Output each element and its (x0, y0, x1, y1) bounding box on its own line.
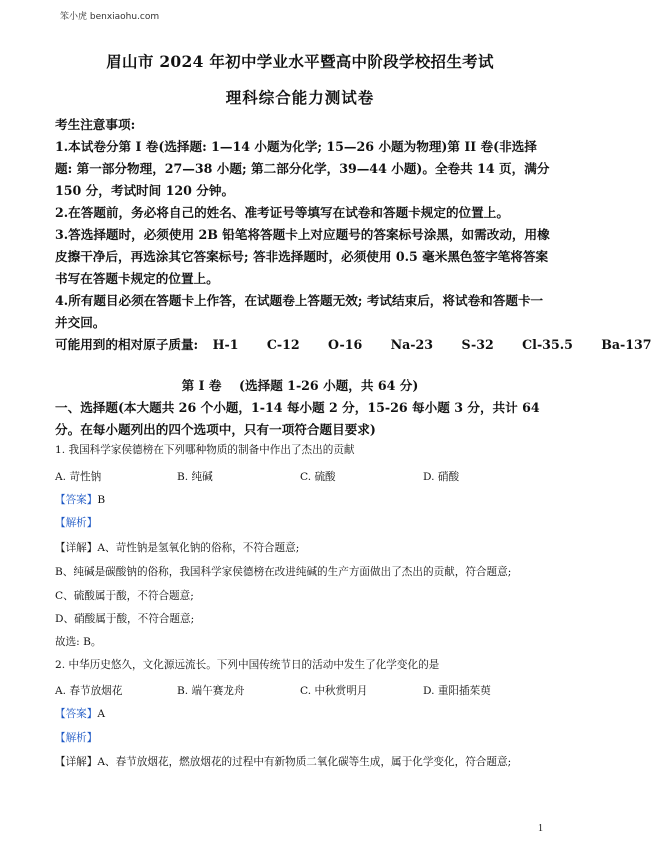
q1-conclusion: 故选: B。 (55, 636, 102, 648)
q1-detail-tag: 【详解】 (55, 542, 98, 554)
q1-option-c: C. 硫酸 (300, 471, 336, 483)
atomic-mass-h: H-1 (212, 337, 239, 352)
q1-detail-4: D、硝酸属于酸，不符合题意; (55, 613, 195, 625)
q1-option-d: D. 硝酸 (423, 471, 460, 483)
q2-option-d: D. 重阳插茱萸 (423, 685, 491, 697)
notice-heading: 考生注意事项: (55, 117, 136, 132)
question-1-stem: 1. 我国科学家侯德榜在下列哪种物质的制备中作出了杰出的贡献 (55, 444, 355, 456)
exam-subtitle: 理科综合能力测试卷 (225, 88, 375, 107)
question-2-options (55, 683, 550, 698)
question-1-options (55, 469, 550, 484)
atomic-mass-na: Na-23 (390, 337, 434, 352)
part-title: 第 I 卷 (选择题 1-26 小题，共 64 分) (181, 378, 419, 393)
atomic-masses (55, 334, 652, 356)
q2-detail-1 (55, 754, 555, 769)
q2-answer (55, 706, 555, 721)
atomic-mass-o: O-16 (328, 337, 363, 352)
q1-detail-3: C、硫酸属于酸，不符合题意; (55, 590, 194, 602)
q2-option-b: B. 端午赛龙舟 (177, 685, 245, 697)
atomic-mass-cl: Cl-35.5 (522, 337, 573, 352)
q1-detail-1 (55, 540, 555, 555)
q1-answer-tag: 【答案】 (55, 494, 98, 506)
q2-detail-text-a: A、春节放烟花，燃放烟花的过程中有新物质二氧化碳等生成，属于化学变化，符合题意; (97, 756, 512, 768)
q1-answer-value: B (97, 494, 106, 506)
q2-answer-tag: 【答案】 (55, 708, 98, 720)
atomic-masses-label: 可能用到的相对原子质量: (55, 337, 199, 352)
page-number: 1 (538, 823, 543, 834)
q2-option-a: A. 春节放烟花 (55, 685, 123, 697)
notice-item-1: 1.本试卷分第 I 卷(选择题: 1—14 小题为化学; 15—26 小题为物理)第 II 卷(非选择题: 第一部分物理，27—38 小题; 第二部分化学，39—44 小题)。全卷共 14 页，满分 150 分，考试时间 120 分钟。 (55, 139, 550, 198)
atomic-mass-ba: Ba-137 (601, 337, 652, 352)
q1-detail-2: B、纯碱是碳酸钠的俗称，我国科学家侯德榜在改进纯碱的生产方面做出了杰出的贡献，符合题意; (55, 566, 512, 578)
q2-option-c: C. 中秋赏明月 (300, 685, 368, 697)
notice-item-4: 4.所有题目必须在答题卡上作答，在试题卷上答题无效; 考试结束后，将试卷和答题卡一并交回。 (55, 293, 544, 330)
q1-answer (55, 492, 555, 507)
q1-option-b: B. 纯碱 (177, 471, 213, 483)
question-2-stem: 2. 中华历史悠久，文化源远流长。下列中国传统节日的活动中发生了化学变化的是 (55, 659, 440, 671)
atomic-mass-s: S-32 (461, 337, 494, 352)
notice-item-3: 3.答选择题时，必须使用 2B 铅笔将答题卡上对应题号的答案标号涂黑，如需改动，用橡皮擦干净后，再选涂其它答案标号; 答非选择题时，必须使用 0.5 毫米黑色签字笔将答案书写在答题卡规定的位置上。 (55, 227, 550, 286)
q2-answer-value: A (97, 708, 106, 720)
q1-detail-text-a: A、苛性钠是氢氧化钠的俗称，不符合题意; (97, 542, 300, 554)
exam-title: 眉山市 2024 年初中学业水平暨高中阶段学校招生考试 (106, 52, 494, 71)
atomic-mass-c: C-12 (266, 337, 300, 352)
q1-analysis-tag: 【解析】 (55, 517, 98, 529)
notice-block (55, 114, 652, 356)
notice-item-2: 2.在答题前，务必将自己的姓名、准考证号等填写在试卷和答题卡规定的位置上。 (55, 205, 509, 220)
q2-analysis-tag: 【解析】 (55, 732, 98, 744)
q1-option-a: A. 苛性钠 (55, 471, 102, 483)
header-source: 笨小虎 benxiaohu.com (60, 12, 160, 22)
q2-detail-tag: 【详解】 (55, 756, 98, 768)
section-heading: 一、选择题(本大题共 26 个小题，1-14 每小题 2 分，15-26 每小题 3 分，共计 64 分。在每小题列出的四个选项中，只有一项符合题目要求) (55, 400, 540, 437)
